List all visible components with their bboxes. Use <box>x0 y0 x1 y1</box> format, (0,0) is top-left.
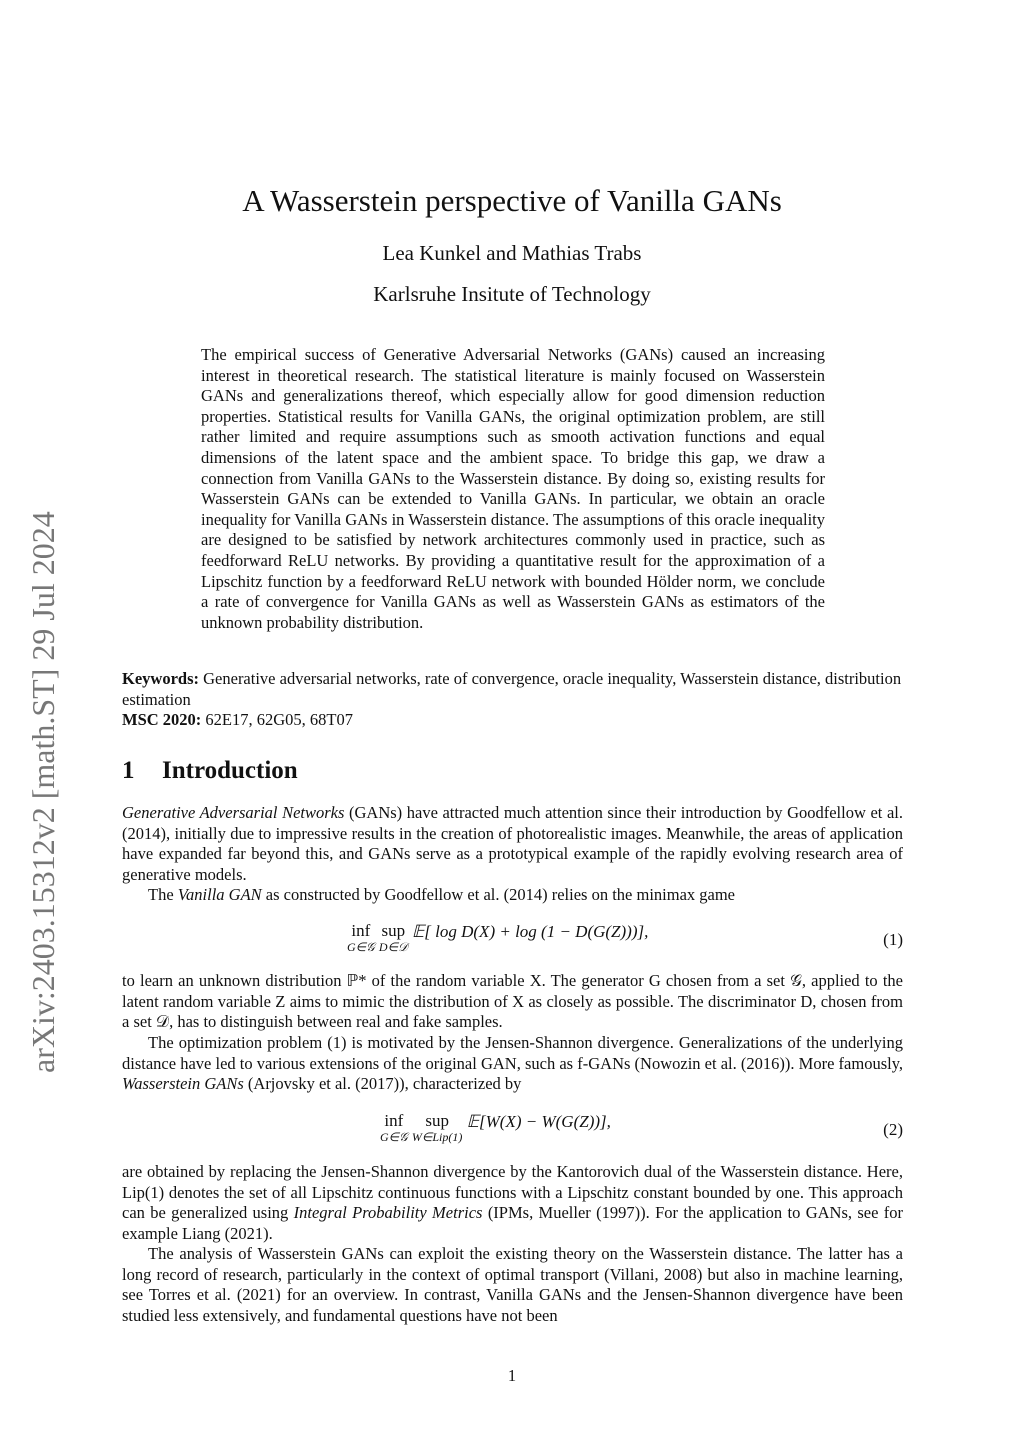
msc-label: MSC 2020: <box>122 710 202 729</box>
intro-paragraph-1: Generative Adversarial Networks (GANs) have attracted much attention since their introduction by Goodfellow et al. (2014), initially due to impressive results in the creation of photorealistic images. Meanwhile, the areas of application have expanded far beyond this, and GANs serve as a prototypical example of the rapidly evolving research area of generative models. <box>122 803 903 884</box>
section-title: Introduction <box>162 757 298 784</box>
section-heading <box>122 757 903 785</box>
eq2-inf: inf G∈𝒢 <box>380 1111 408 1144</box>
authors: Lea Kunkel and Mathias Trabs <box>382 241 642 265</box>
keywords-text: Generative adversarial networks, rate of convergence, oracle inequality, Wasserstein distance, distribution estimation <box>122 669 902 709</box>
eq2-body: 𝔼[W(X) − W(G(Z))], <box>466 1112 611 1131</box>
paper-title: A Wasserstein perspective of Vanilla GANs <box>242 183 782 218</box>
eq1-inf: inf G∈𝒢 <box>347 921 375 954</box>
italic-term: Wasserstein GANs <box>122 1074 244 1094</box>
italic-term: Vanilla GAN <box>177 885 262 904</box>
intro-paragraph-3: to learn an unknown distribution ℙ* of the random variable X. The generator G chosen from a set 𝒢, applied to the latent random variable Z aims to mimic the distribution of X as closely as possible. The discriminator D, chosen from a set 𝒟, has to distinguish between real and fake samples. <box>122 971 903 1032</box>
eq1-number: (1) <box>883 930 903 949</box>
keywords-line <box>122 669 903 710</box>
affiliation: Karlsruhe Insitute of Technology <box>373 282 651 306</box>
eq1-sup: sup D∈𝒟 <box>378 921 408 954</box>
msc-text: 62E17, 62G05, 68T07 <box>205 710 353 729</box>
eq1-body: 𝔼[ log D(X) + log (1 − D(G(Z)))], <box>411 922 649 941</box>
abstract: The empirical success of Generative Adversarial Networks (GANs) caused an increasing interest in theoretical research. The statistical literature is mainly focused on Wasserstein GANs and generalizations thereof, which especially allow for good dimension reduction properties. Statistical results for Vanilla GANs, the original optimization problem, are still rather limited and require assumptions such as smooth activation functions and equal dimensions of the latent space and the ambient space. To bridge this gap, we draw a connection from Vanilla GANs to the Wasserstein distance. By doing so, existing results for Wasserstein GANs can be extended to Vanilla GANs. In particular, we obtain an oracle inequality for Vanilla GANs in Wasserstein distance. The assumptions of this oracle inequality are designed to be satisfied by network architectures commonly used in practice, such as feedforward ReLU networks. By providing a quantitative result for the approximation of a Lipschitz function by a feedforward ReLU network with bounded Hölder norm, we conclude a rate of convergence for Vanilla GANs as well as Wasserstein GANs as estimators of the unknown probability distribution. <box>201 345 825 632</box>
arxiv-identifier: arXiv:2403.15312v2 [math.ST] 29 Jul 2024 <box>25 511 61 1073</box>
eq2-sup: sup W∈Lip(1) <box>411 1111 463 1144</box>
equation-2 <box>122 1112 903 1152</box>
keywords-label: Keywords: <box>122 669 199 688</box>
intro-paragraph-6: The analysis of Wasserstein GANs can exploit the existing theory on the Wasserstein distance. The latter has a long record of research, particularly in the context of optimal transport (Villani, 2008) but also in machine learning, see Torres et al. (2021) for an overview. In contrast, Vanilla GANs and the Jensen-Shannon divergence have been studied less extensively, and fundamental questions have not been <box>122 1244 903 1325</box>
section-number: 1 <box>122 757 135 784</box>
intro-paragraph-5: are obtained by replacing the Jensen-Shannon divergence by the Kantorovich dual of the Wasserstein distance. Here, Lip(1) denotes the set of all Lipschitz continuous functions with a Lipschitz constant bounded by one. This approach can be generalized using Integral Probability Metrics (IPMs, Mueller (1997)). For the application to GANs, see for example Liang (2021). <box>122 1162 903 1243</box>
eq2-number: (2) <box>883 1120 903 1139</box>
intro-paragraph-2: The Vanilla GAN as constructed by Goodfellow et al. (2014) relies on the minimax game <box>148 885 735 904</box>
page-number: 1 <box>507 1366 517 1385</box>
msc-line <box>122 710 903 731</box>
equation-1 <box>122 922 903 962</box>
intro-paragraph-4: The optimization problem (1) is motivated by the Jensen-Shannon divergence. Generalizations of the underlying distance have led to various extensions of the original GAN, such as f-GANs (Nowozin et al. (2016)). More famously, Wasserstein GANs (Arjovsky et al. (2017)), characterized by <box>122 1033 903 1094</box>
keywords-block <box>122 669 903 731</box>
italic-term: Integral Probability Metrics <box>293 1203 483 1223</box>
italic-term: Generative Adversarial Networks <box>122 803 345 822</box>
